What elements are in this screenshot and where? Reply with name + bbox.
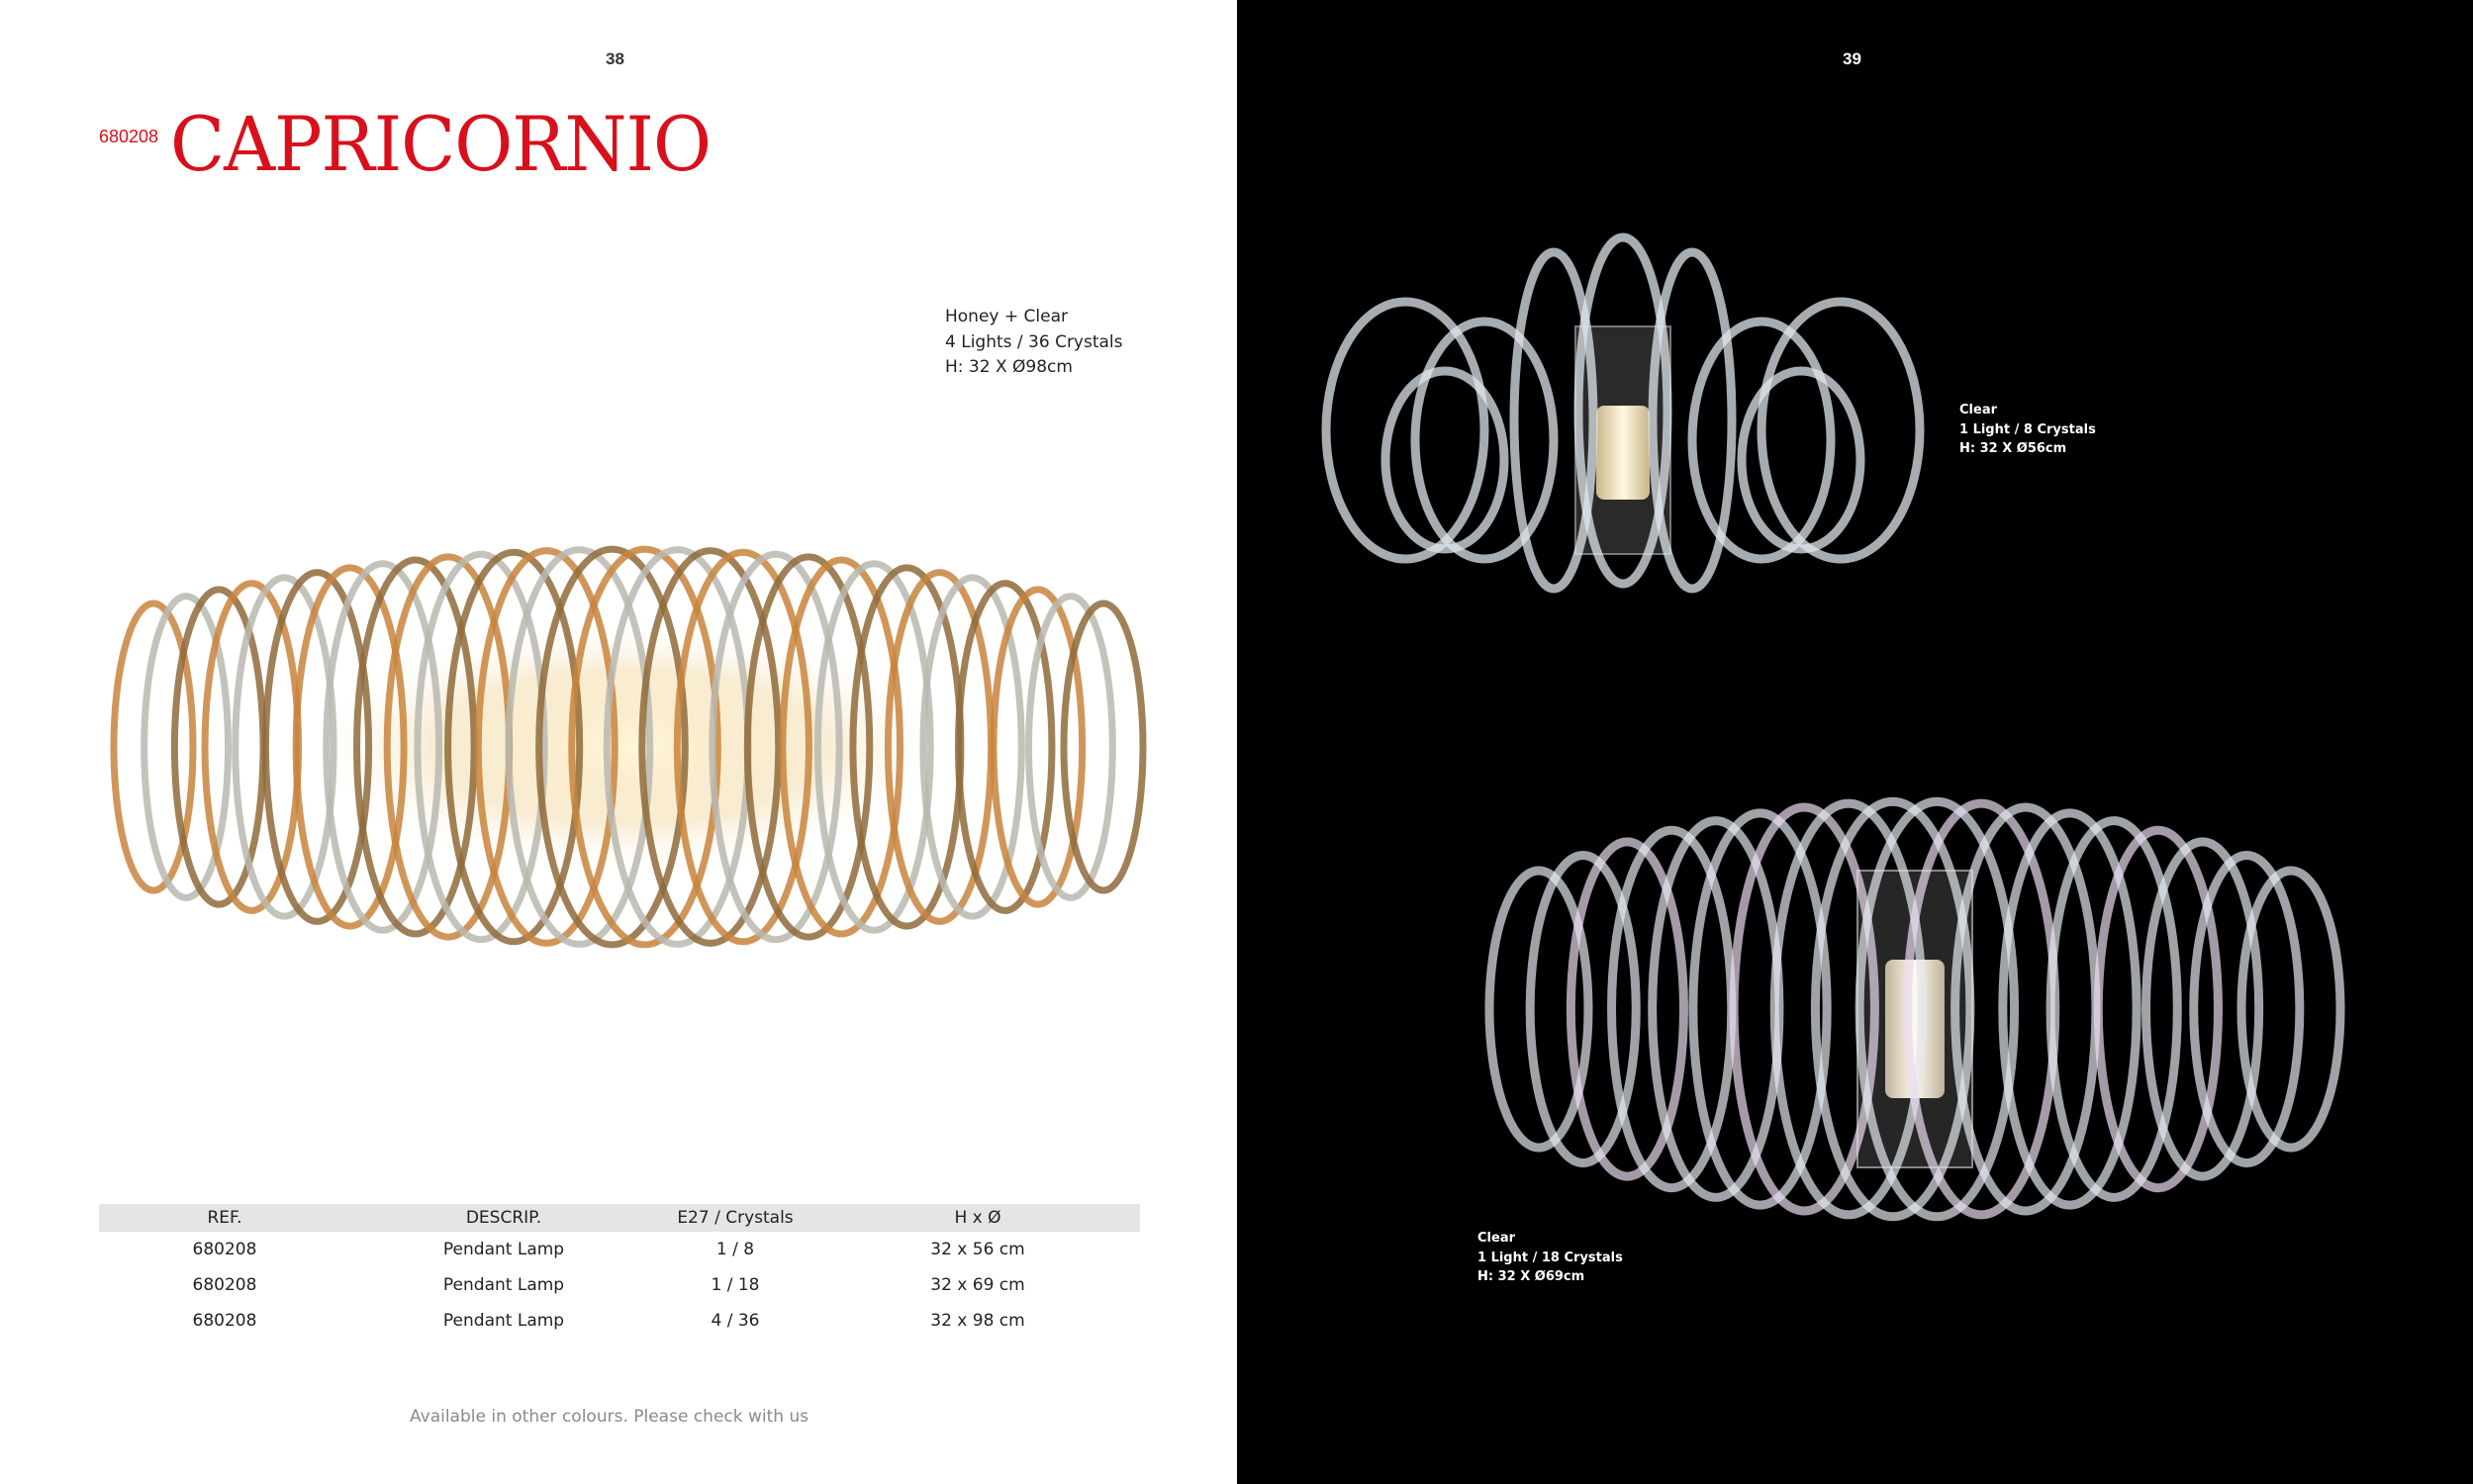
spec-clear-large bbox=[1477, 1229, 1623, 1287]
header-e27-crystals: E27 / Crystals bbox=[677, 1208, 794, 1228]
clear-small-lamp-photo bbox=[1316, 232, 1930, 628]
spec-size: H: 32 X Ø56cm bbox=[1959, 441, 2067, 456]
honey-clear-lamp-photo bbox=[94, 524, 1163, 970]
cell-ref: 680208 bbox=[192, 1311, 257, 1331]
cell-descrip: Pendant Lamp bbox=[442, 1311, 565, 1331]
spec-lights: 4 Lights / 36 Crystals bbox=[945, 331, 1123, 352]
spec-size: H: 32 X Ø69cm bbox=[1477, 1269, 1585, 1284]
spec-honey-clear bbox=[945, 305, 1123, 381]
cell-descrip: Pendant Lamp bbox=[442, 1240, 565, 1259]
cell-crystals: 1 / 18 bbox=[711, 1275, 760, 1295]
page-number-left: 38 bbox=[606, 49, 624, 68]
right-page bbox=[1237, 0, 2473, 1484]
table-row bbox=[99, 1303, 1140, 1339]
cell-ref: 680208 bbox=[192, 1275, 257, 1295]
spec-clear-small bbox=[1959, 401, 2096, 459]
table-row bbox=[99, 1232, 1140, 1267]
header-ref: REF. bbox=[207, 1208, 242, 1228]
spec-lights: 1 Light / 18 Crystals bbox=[1477, 1250, 1623, 1265]
spec-size: H: 32 X Ø98cm bbox=[945, 357, 1073, 377]
spec-finish: Clear bbox=[1959, 403, 1997, 417]
header-size: H x Ø bbox=[954, 1208, 1001, 1228]
clear-large-lamp-photo bbox=[1470, 762, 2360, 1237]
cell-size: 32 x 56 cm bbox=[930, 1240, 1025, 1259]
cell-ref: 680208 bbox=[192, 1240, 257, 1259]
table-header bbox=[99, 1204, 1140, 1232]
table-row bbox=[99, 1267, 1140, 1303]
spec-lights: 1 Light / 8 Crystals bbox=[1959, 421, 2096, 437]
product-title: CAPRICORNIO bbox=[170, 100, 711, 188]
product-ref-code: 680208 bbox=[99, 127, 159, 146]
cell-size: 32 x 69 cm bbox=[930, 1275, 1025, 1295]
cell-size: 32 x 98 cm bbox=[930, 1311, 1025, 1331]
spec-finish: Honey + Clear bbox=[945, 307, 1068, 326]
cell-descrip: Pendant Lamp bbox=[442, 1275, 565, 1295]
spec-finish: Clear bbox=[1477, 1231, 1515, 1246]
availability-note: Available in other colours. Please check with us bbox=[410, 1407, 809, 1427]
cell-crystals: 4 / 36 bbox=[711, 1311, 760, 1331]
cell-crystals: 1 / 8 bbox=[715, 1240, 755, 1259]
product-table bbox=[99, 1204, 1140, 1339]
page-number-right: 39 bbox=[1843, 49, 1861, 68]
header-descrip: DESCRIP. bbox=[465, 1208, 542, 1228]
